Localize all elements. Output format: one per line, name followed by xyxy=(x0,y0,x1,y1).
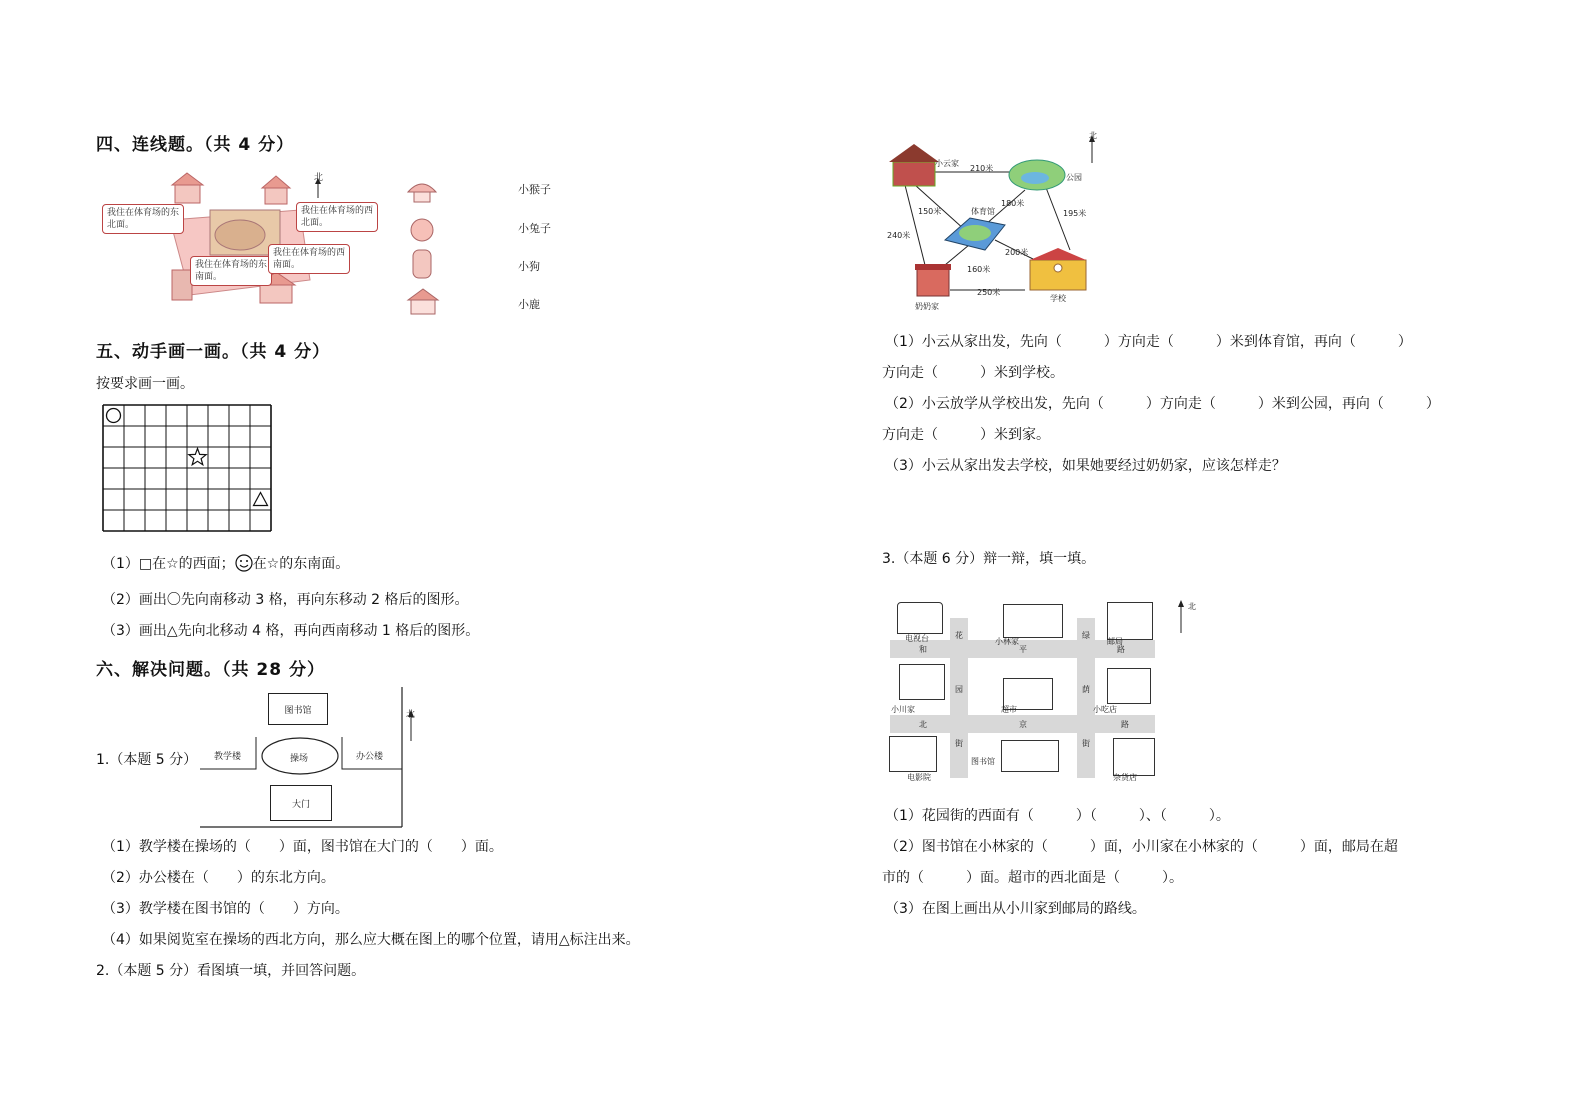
answer-deer: 小鹿 xyxy=(518,298,540,311)
section5-q3: （3）画出△先向北移动 4 格，再向西南移动 1 格后的图形。 xyxy=(102,623,480,639)
problem3-q2b: 市的（ ）面。超市的西北面是（ ）。 xyxy=(882,870,1183,886)
grid-svg xyxy=(102,404,274,536)
q1-part-a: （1）□在☆的西面； xyxy=(102,556,235,572)
library-building xyxy=(1001,740,1059,772)
north-label: 北 xyxy=(1188,602,1196,611)
problem3-q1: （1）花园街的西面有（ ）（ ）、（ ）。 xyxy=(885,808,1230,824)
xiaochuan-house-building xyxy=(899,664,945,700)
answer-monkey: 小猴子 xyxy=(518,183,551,196)
star-shape xyxy=(189,449,206,465)
place-grocery: 杂货店 xyxy=(1113,773,1137,782)
peach-house-icon xyxy=(411,219,433,241)
street-huayuan-2: 园 xyxy=(955,685,963,694)
mushroom-house-icon xyxy=(408,184,436,202)
field-label: 操场 xyxy=(290,754,309,764)
gym-label: 体育馆 xyxy=(971,207,995,216)
home-label: 小云家 xyxy=(935,159,959,168)
place-post-office: 邮局 xyxy=(1107,637,1123,646)
problem2-label: 2.（本题 5 分）看图填一填，并回答问题。 xyxy=(96,963,366,979)
gym-icon xyxy=(945,218,1005,250)
problem2-q1a: （1）小云从家出发，先向（ ）方向走（ ）米到体育馆，再向（ ） xyxy=(885,334,1412,350)
house-icon xyxy=(262,176,290,204)
grocery-building xyxy=(1113,738,1155,776)
grandma-label: 奶奶家 xyxy=(915,302,939,311)
problem1-q3: （3）教学楼在图书馆的（ ）方向。 xyxy=(102,901,349,917)
teaching-building-label: 教学楼 xyxy=(214,752,242,762)
post-office-building xyxy=(1107,602,1153,640)
bubble-northeast: 我住在体育场的东北面。 xyxy=(102,204,184,234)
problem3-label: 3.（本题 6 分）辩一辩，填一填。 xyxy=(882,551,1096,567)
distance-park-school: 195米 xyxy=(1063,209,1087,218)
distance-grandma-school: 250米 xyxy=(977,288,1001,297)
problem3-q2a: （2）图书馆在小林家的（ ）面，小川家在小林家的（ ）面，邮局在超 xyxy=(885,839,1398,855)
park-label: 公园 xyxy=(1066,173,1082,182)
house-icon xyxy=(172,270,192,300)
street-huayuan-1: 花 xyxy=(955,631,963,640)
distance-gym-park: 180米 xyxy=(1001,199,1025,208)
home-building-icon xyxy=(889,144,939,186)
answer-dog: 小狗 xyxy=(518,260,540,273)
problem3-q3: （3）在图上画出从小川家到邮局的路线。 xyxy=(885,901,1146,917)
distance-gym-grandma: 160米 xyxy=(967,265,991,274)
place-cinema: 电影院 xyxy=(907,773,931,782)
section5-q2: （2）画出〇先向南移动 3 格，再向东移动 2 格后的图形。 xyxy=(102,592,469,608)
problem2-q3: （3）小云从家出发去学校，如果她要经过奶奶家，应该怎样走？ xyxy=(885,458,1286,474)
north-label: 北 xyxy=(406,710,416,720)
street-huayuan-3: 街 xyxy=(955,739,963,748)
school-icon xyxy=(1030,248,1086,290)
place-snack-shop: 小吃店 xyxy=(1093,705,1117,714)
cinema-building xyxy=(889,736,937,772)
drawing-grid[interactable] xyxy=(102,404,274,540)
section4-title: 四、连线题。（共 4 分） xyxy=(96,135,295,155)
place-xiaochuan-house: 小川家 xyxy=(891,705,915,714)
tv-station-building xyxy=(897,602,943,634)
road-heping-3: 路 xyxy=(1117,645,1125,654)
section5-q1 xyxy=(102,553,349,576)
section5-title: 五、动手画一画。（共 4 分） xyxy=(96,342,331,362)
distance-home-park: 210米 xyxy=(970,164,994,173)
road-heping-2: 平 xyxy=(1019,645,1027,654)
problem2-q2a: （2）小云放学从学校出发，先向（ ）方向走（ ）米到公园，再向（ ） xyxy=(885,396,1440,412)
bubble-southeast: 我住在体育场的东南面。 xyxy=(190,256,272,286)
route-map xyxy=(885,130,1115,315)
section5-intro: 按要求画一画。 xyxy=(96,376,194,392)
problem1-q4: （4）如果阅览室在操场的西北方向，那么应大概在图上的哪个位置，请用△标注出来。 xyxy=(102,932,640,948)
q1-part-b: 在☆的东南面。 xyxy=(252,556,350,572)
problem2-q1b: 方向走（ ）米到学校。 xyxy=(882,365,1064,381)
school-label: 学校 xyxy=(1050,294,1066,303)
place-xiaolin-house: 小林家 xyxy=(995,637,1019,646)
road-beijing-2: 京 xyxy=(1019,720,1027,729)
section4-picture xyxy=(100,170,380,310)
campus-map xyxy=(196,685,426,830)
distance-gym-school: 200米 xyxy=(1005,248,1029,257)
north-label: 北 xyxy=(1089,131,1097,140)
xiaolin-house-building xyxy=(1003,604,1063,638)
road-beijing-3: 路 xyxy=(1121,720,1129,729)
office-building-label: 办公楼 xyxy=(356,752,384,762)
circle-shape xyxy=(107,409,121,423)
distance-home-gym: 150米 xyxy=(918,207,942,216)
house-icon xyxy=(172,173,203,203)
tree-house-icon xyxy=(413,250,431,278)
problem1-label: 1.（本题 5 分） xyxy=(96,752,198,768)
stadium-scene xyxy=(100,170,380,310)
bubble-northwest: 我住在体育场的西北面。 xyxy=(296,202,378,232)
smiley-icon xyxy=(235,554,253,576)
street-lvyin-1: 绿 xyxy=(1082,631,1090,640)
park-icon xyxy=(1009,160,1065,190)
triangle-shape xyxy=(254,493,268,506)
library-box: 图书馆 xyxy=(268,693,328,725)
road-heping-1: 和 xyxy=(919,645,927,654)
place-supermarket: 超市 xyxy=(1001,705,1017,714)
north-label: 北 xyxy=(314,173,324,183)
place-tv-station: 电视台 xyxy=(905,634,929,643)
problem2-q2b: 方向走（ ）米到家。 xyxy=(882,427,1050,443)
problem1-q2: （2）办公楼在（ ）的东北方向。 xyxy=(102,870,335,886)
street-lvyin-3: 街 xyxy=(1082,739,1090,748)
snack-shop-building xyxy=(1107,668,1151,704)
cottage-house-icon xyxy=(408,289,438,314)
road-beijing-1: 北 xyxy=(919,720,927,729)
answer-rabbit: 小兔子 xyxy=(518,222,551,235)
distance-home-grandma: 240米 xyxy=(887,231,911,240)
gate-box: 大门 xyxy=(270,785,332,821)
bubble-southwest: 我住在体育场的西南面。 xyxy=(268,244,350,274)
street-lvyin-2: 荫 xyxy=(1082,685,1090,694)
street-map xyxy=(885,598,1205,788)
house-column xyxy=(405,178,440,318)
problem1-q1: （1）教学楼在操场的（ ）面，图书馆在大门的（ ）面。 xyxy=(102,839,503,855)
grandma-house-icon xyxy=(915,264,951,296)
place-library: 图书馆 xyxy=(971,757,995,766)
section6-title: 六、解决问题。（共 28 分） xyxy=(96,660,325,680)
